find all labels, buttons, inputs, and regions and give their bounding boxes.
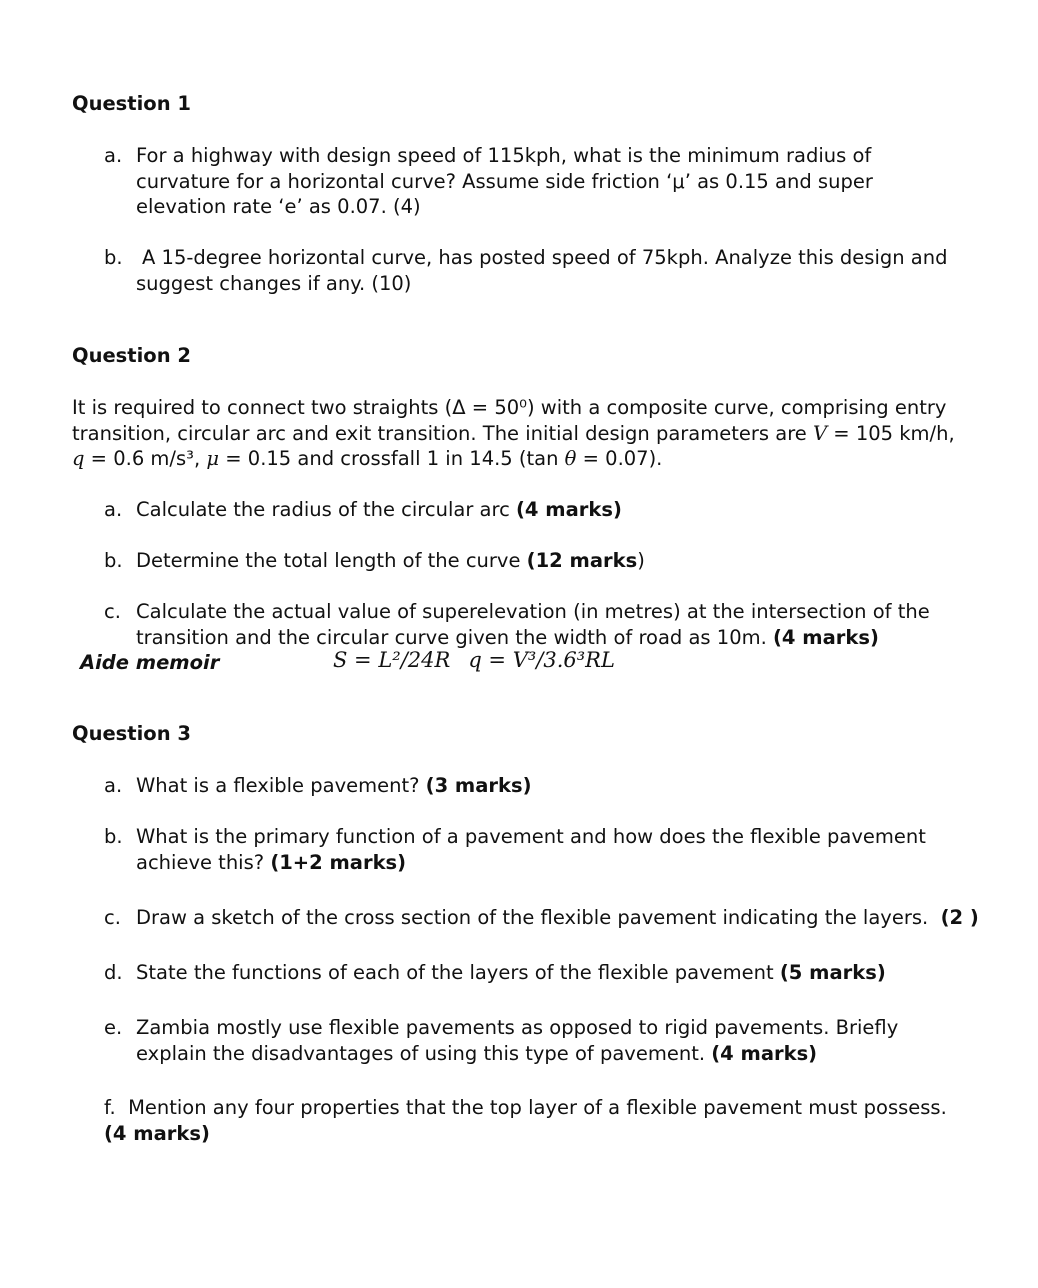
item-text: Zambia mostly use flexible pavements as opposed to rigid pavements. Briefly explain the disadvantages of using this type of pavement. bbox=[136, 1016, 899, 1065]
intro-text: = 0.6 m/s³, bbox=[84, 447, 207, 470]
var-v: V bbox=[813, 421, 828, 445]
intro-text: It is required to connect two straights (Δ = 50⁰) with a composite curve, comprising entry transition, circular arc and exit transition. The initial design parameters are bbox=[72, 396, 947, 445]
question-1-heading: Question 1 bbox=[72, 92, 191, 115]
item-label: d. bbox=[104, 961, 123, 984]
question-2-intro bbox=[72, 395, 962, 472]
question-3f bbox=[104, 1095, 954, 1146]
intro-text: = 105 km/h, bbox=[827, 421, 955, 445]
var-q: q bbox=[72, 447, 85, 470]
item-label: f. bbox=[104, 1096, 116, 1119]
item-text: Calculate the radius of the circular arc bbox=[136, 498, 516, 521]
aide-memoir-label: Aide memoir bbox=[80, 651, 220, 674]
item-marks-close: ) bbox=[637, 549, 645, 572]
item-marks: (4 marks) bbox=[773, 625, 879, 649]
item-marks: (12 marks bbox=[526, 549, 638, 572]
item-text: State the functions of each of the layers of the flexible pavement bbox=[136, 961, 780, 984]
item-marks: (1+2 marks) bbox=[270, 850, 407, 874]
intro-text: = 0.07). bbox=[576, 447, 663, 470]
item-label: a. bbox=[104, 144, 123, 167]
item-text: A 15-degree horizontal curve, has posted speed of 75kph. Analyze this design and suggest changes if any. (10) bbox=[136, 246, 948, 295]
item-text: Mention any four properties that the top layer of a flexible pavement must possess. bbox=[128, 1096, 947, 1119]
formula-superelevation: S = L²/24R bbox=[333, 648, 451, 672]
question-2a bbox=[104, 497, 964, 523]
item-marks: (3 marks) bbox=[425, 774, 532, 797]
item-marks: (5 marks) bbox=[779, 961, 886, 984]
question-2c bbox=[104, 599, 964, 650]
item-marks: (4 marks) bbox=[711, 1041, 818, 1065]
item-marks: (4 marks) bbox=[104, 1121, 210, 1145]
item-label: a. bbox=[104, 774, 123, 797]
item-text: For a highway with design speed of 115kph, what is the minimum radius of curvature for a horizontal curve? Assume side friction ‘μ’ as 0.15 and super elevation rate ‘e’ as 0.07. (4) bbox=[136, 144, 873, 218]
item-label: c. bbox=[104, 600, 121, 623]
item-label: b. bbox=[104, 246, 123, 269]
item-label: b. bbox=[104, 825, 123, 848]
item-text: Draw a sketch of the cross section of the flexible pavement indicating the layers. bbox=[136, 906, 941, 929]
item-text: What is the primary function of a pavement and how does the flexible pavement achieve this? bbox=[136, 825, 926, 874]
question-1b bbox=[104, 245, 964, 296]
item-text: Calculate the actual value of superelevation (in metres) at the intersection of the transition and the circular curve given the width of road as 10m. bbox=[136, 600, 930, 649]
item-marks: (2 ) bbox=[940, 906, 979, 929]
question-3-heading: Question 3 bbox=[72, 722, 191, 745]
var-theta: θ bbox=[564, 447, 577, 470]
item-text: Determine the total length of the curve bbox=[136, 549, 527, 572]
intro-text: = 0.15 and crossfall 1 in 14.5 (tan bbox=[219, 447, 565, 470]
question-3e bbox=[104, 1015, 964, 1066]
item-text: What is a flexible pavement? bbox=[136, 774, 426, 797]
item-marks: (4 marks) bbox=[516, 498, 622, 521]
aide-memoir-formulas bbox=[333, 648, 615, 672]
question-2b bbox=[104, 548, 964, 574]
formula-rate: q = V³/3.6³RL bbox=[468, 648, 615, 672]
question-2-heading: Question 2 bbox=[72, 344, 191, 367]
question-1a bbox=[104, 143, 964, 220]
var-mu: μ bbox=[206, 447, 220, 470]
question-3b bbox=[104, 824, 964, 875]
question-3d bbox=[104, 960, 964, 986]
item-label: c. bbox=[104, 906, 121, 929]
item-label: a. bbox=[104, 498, 123, 521]
question-3c bbox=[104, 905, 1004, 931]
item-label: b. bbox=[104, 549, 123, 572]
question-3a bbox=[104, 773, 964, 799]
item-label: e. bbox=[104, 1016, 123, 1039]
